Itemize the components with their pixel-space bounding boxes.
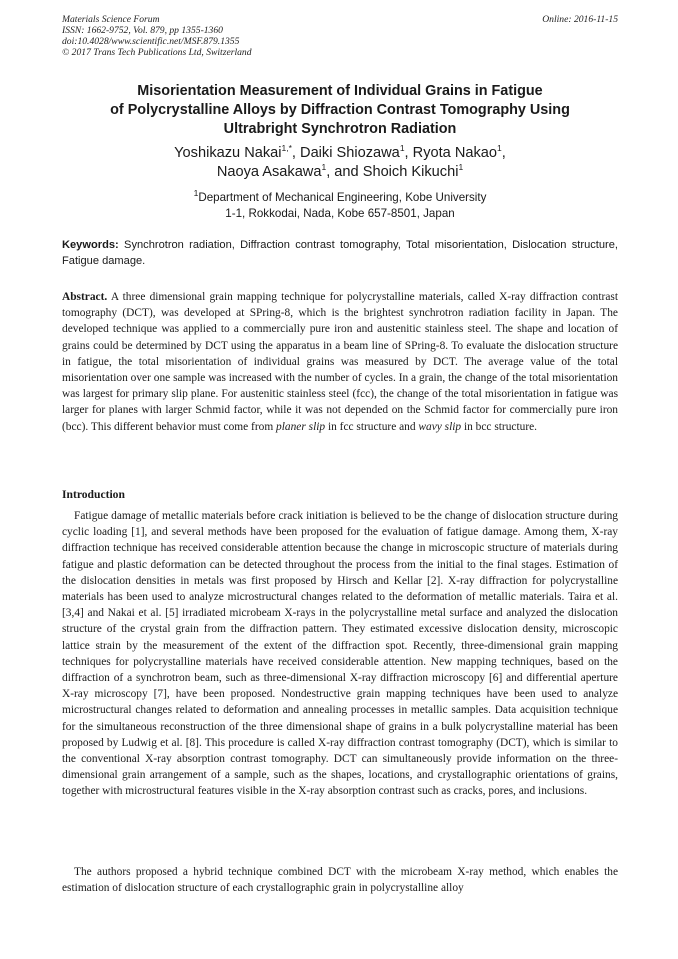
journal-issn: ISSN: 1662-9752, Vol. 879, pp 1355-1360 bbox=[62, 25, 223, 36]
journal-copyright: © 2017 Trans Tech Publications Ltd, Switzerland bbox=[62, 47, 252, 58]
introduction-paragraph-1: Fatigue damage of metallic materials before crack initiation is believed to be the change of dislocation structure during cyclic loading [1], and several methods have been proposed for the evaluation of fatigue damage. Among them, X-ray diffraction technique has received considerable attention because the change in microscopic structure of materials during fatigue and plastic deformation can be detected throughout the process from the initial to the final stages. Estimation of the dislocation densities in metals was first proposed by Hirsch and Kellar [2]. X-ray diffraction for polycrystalline materials has been used to analyze microstructural changes related to the deformation of metallic materials. Taira et al. [3,4] and Nakai et al. [5] irradiated microbeam X-rays in the polycrystalline metal surface and analyzed the dislocation structure of the crystal grain from the diffraction pattern. They estimated excessive dislocation density, microscopic lattice strain by the measurement of the extent of the diffraction spot. Recently, three-dimensional grain mapping techniques for polycrystalline materials have received considerable attention. New mapping techniques, based on the diffraction of a synchrotron beam, such as three-dimensional X-ray diffraction microscopy [6] and differential aperture X-ray microscopy [7], have been proposed. Nondestructive grain mapping techniques have been used to analyze microstructural changes related to deformation and annealing processes in metallic samples. Data acquisition technique for the simultaneous reconstruction of the three dimensional shape of grains in a bulk polycrystalline material has been proposed by Ludwig et al. [8]. This procedure is called X-ray diffraction contrast tomography (DCT), which is similar to the conventional X-ray absorption contrast tomography. DCT can simultaneously provide information on the three-dimensional grain arrangement of a sample, such as the shapes, locations, and crystallographic orientations of grains, together with microstructural features visible in the X-ray absorption contrast such as cracks, pores, and inclusions. bbox=[62, 510, 618, 798]
author-line-1 bbox=[62, 144, 618, 163]
keywords-text: Synchrotron radiation, Diffraction contrast tomography, Total misorientation, Dislocation structure, Fatigue damage. bbox=[62, 239, 618, 267]
title-line-1: Misorientation Measurement of Individual Grains in Fatigue bbox=[137, 83, 543, 99]
keywords-label: Keywords: bbox=[62, 239, 119, 251]
keywords bbox=[62, 237, 618, 269]
author-affiliation-mark: 1,* bbox=[281, 143, 292, 154]
affiliation-department: Department of Mechanical Engineering, Kobe University bbox=[198, 191, 487, 204]
author-name: Ryota Nakao bbox=[412, 145, 498, 161]
abstract bbox=[62, 289, 618, 435]
author-name: Yoshikazu Nakai bbox=[174, 145, 282, 161]
author-name: Naoya Asakawa bbox=[216, 164, 322, 180]
online-date: Online: 2016-11-15 bbox=[542, 14, 618, 25]
introduction-paragraph-2: The authors proposed a hybrid technique combined DCT with the microbeam X-ray method, which enables the estimation of dislocation structure of each crystallographic grain in polycrystalline alloy bbox=[62, 866, 618, 895]
abstract-emphasis: planer slip bbox=[276, 420, 326, 433]
author-name: Daiki Shiozawa bbox=[300, 145, 400, 161]
section-heading-introduction: Introduction bbox=[62, 488, 125, 501]
affiliation-line-1 bbox=[62, 190, 618, 206]
affiliation-mark: 1 bbox=[193, 188, 199, 199]
author-name: Shoich Kikuchi bbox=[362, 164, 459, 180]
affiliation-address: 1-1, Rokkodai, Nada, Kobe 657-8501, Japan bbox=[225, 207, 455, 220]
abstract-text: in bcc structure. bbox=[461, 420, 538, 433]
affiliation bbox=[62, 190, 618, 222]
journal-doi: doi:10.4028/www.scientific.net/MSF.879.1355 bbox=[62, 36, 240, 47]
paper-title bbox=[62, 82, 618, 139]
title-line-3: Ultrabright Synchrotron Radiation bbox=[223, 121, 457, 137]
author-affiliation-mark: 1 bbox=[399, 143, 405, 154]
title-line-2: of Polycrystalline Alloys by Diffraction Contrast Tomography Using bbox=[110, 102, 570, 118]
abstract-label: Abstract. bbox=[62, 291, 108, 303]
author-affiliation-mark: 1 bbox=[458, 162, 464, 173]
author-separator: , and bbox=[326, 164, 363, 180]
journal-header bbox=[62, 14, 618, 58]
author-line-2 bbox=[62, 163, 618, 182]
author-affiliation-mark: 1 bbox=[321, 162, 327, 173]
author-list bbox=[62, 144, 618, 182]
author-separator: , bbox=[404, 145, 413, 161]
author-separator: , bbox=[501, 145, 506, 161]
journal-name: Materials Science Forum bbox=[62, 14, 160, 25]
abstract-text: A three dimensional grain mapping technique for polycrystalline materials, called X-ray diffraction contrast tomography (DCT), was developed at SPring-8, which is the brightest synchrotron radiation facility in Japan. The developed technique was applied to a commercially pure iron and austenitic stainless steel. The shape and location of grains could be determined by DCT using the apparatus in a beam line of SPring-8. To evaluate the dislocation structure in fatigue, the total misorientation of individual grains was measured by DCT. The average value of the total misorientation over one sample was increased with the number of cycles. In a grain, the change of the total misorientation was largest for primary slip plane. For austenitic stainless steel (fcc), the change of the total misorientation in fatigue was larger for planes with larger Schmid factor, while it was not depended on the Schmid factor for commercially pure iron (bcc). This different behavior must come from bbox=[62, 291, 618, 433]
author-separator: , bbox=[291, 145, 301, 161]
author-affiliation-mark: 1 bbox=[497, 143, 502, 154]
abstract-emphasis: wavy slip bbox=[418, 420, 462, 433]
abstract-text: in fcc structure and bbox=[325, 420, 419, 433]
